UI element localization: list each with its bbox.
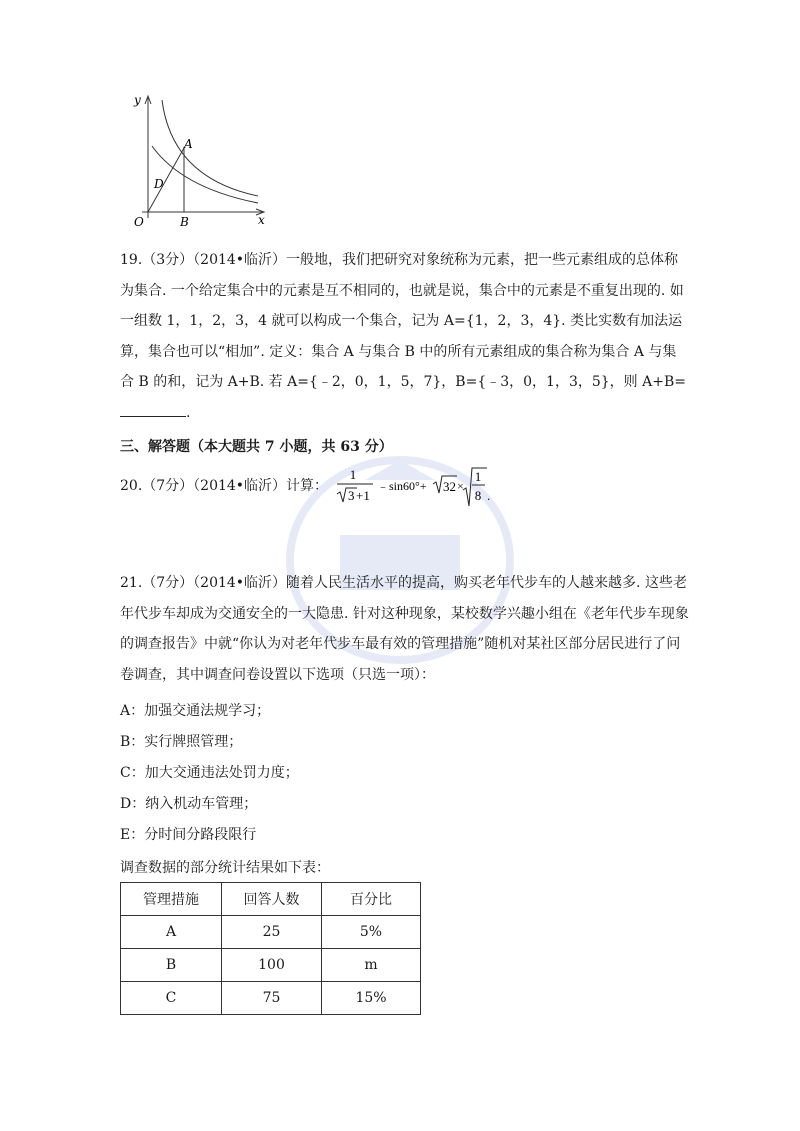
header-cell: 管理措施 [121,883,222,916]
table-cell: C [121,982,222,1015]
sqrt32-value: 32 [442,479,456,494]
table-intro: 调查数据的部分统计结果如下表： [120,860,330,876]
table-cell: 5% [322,916,421,949]
option-a: A：加强交通法规学习； [120,703,271,719]
table-cell: B [121,949,222,982]
minus-sin60: ﹣sin60°+ [376,479,427,493]
question-21-text: 21.（7分）（2014•临沂）随着人民生活水平的提高，购买老年代步车的人越来越多. 这些老年代步车却成为交通安全的一大隐患. 针对这种现象，某校数学兴趣小组在《老年代步车现象的调查报告》中就“你认为对老年代步车最有效的管理措施”随机对某社区部分居民进行了问卷调查，其中调查问卷设置以下选项（只选一项）： [120,575,689,683]
table-cell: m [322,949,421,982]
frac2-denominator: 8 [474,488,481,503]
table-header-row [121,883,421,916]
point-b-label: B [180,215,189,228]
formula-end: . [486,488,490,503]
origin-label: O [134,215,144,228]
option-b: B：实行牌照管理； [120,734,243,750]
table-row [121,982,421,1015]
table-row [121,949,421,982]
x-label: x [258,213,265,227]
coordinate-figure [112,88,272,228]
survey-table [120,882,421,1015]
question-20-formula [335,464,495,508]
question-19-end: . [186,404,191,421]
header-cell: 百分比 [322,883,421,916]
table-cell: 25 [222,916,322,949]
question-21 [120,568,690,690]
question-20 [120,464,495,508]
question-19-text: 19.（3分）（2014•临沂）一般地，我们把研究对象统称为元素，把一些元素组成的总体称为集合. 一个给定集合中的元素是互不相同的，也就是说，集合中的元素是不重复出现的. 如一组数 1，1，2，3，4 就可以构成一个集合，记为 A={1，2，3，4}. 类比实数有加法运算，集合也可以“相加”. 定义：集合 A 与集合 B 中的所有元素组成的集合称为集合 A 与集合 B 的和，记为 A+B. 若 A={﹣2，0，1，5，7}，B={﹣3，0，1，3，5}，则 A+B= [120,252,686,390]
question-19 [120,245,690,428]
curve-upper [162,100,258,196]
table-cell: 15% [322,982,421,1015]
section-title: 三、解答题（本大题共 7 小题，共 63 分） [120,439,393,455]
table-cell: 75 [222,982,322,1015]
option-c: C：加大交通违法处罚力度； [120,765,299,781]
table-cell: 100 [222,949,322,982]
header-cell: 回答人数 [222,883,322,916]
point-a-label: A [184,137,193,151]
table-row [121,916,421,949]
frac-plus-1: +1 [355,488,370,503]
option-e: E：分时间分路段限行 [120,827,257,843]
option-d: D：纳入机动车管理； [120,796,258,812]
question-20-label: 20.（7分）（2014•临沂）计算： [120,478,329,494]
times-sign: × [456,479,464,493]
y-label: y [134,93,141,107]
point-d-label: D [154,177,164,191]
table-cell: A [121,916,222,949]
frac-sqrt-3: 3 [347,488,355,503]
frac-numerator: 1 [349,467,356,482]
answer-blank [120,402,186,417]
frac2-numerator: 1 [474,469,481,484]
